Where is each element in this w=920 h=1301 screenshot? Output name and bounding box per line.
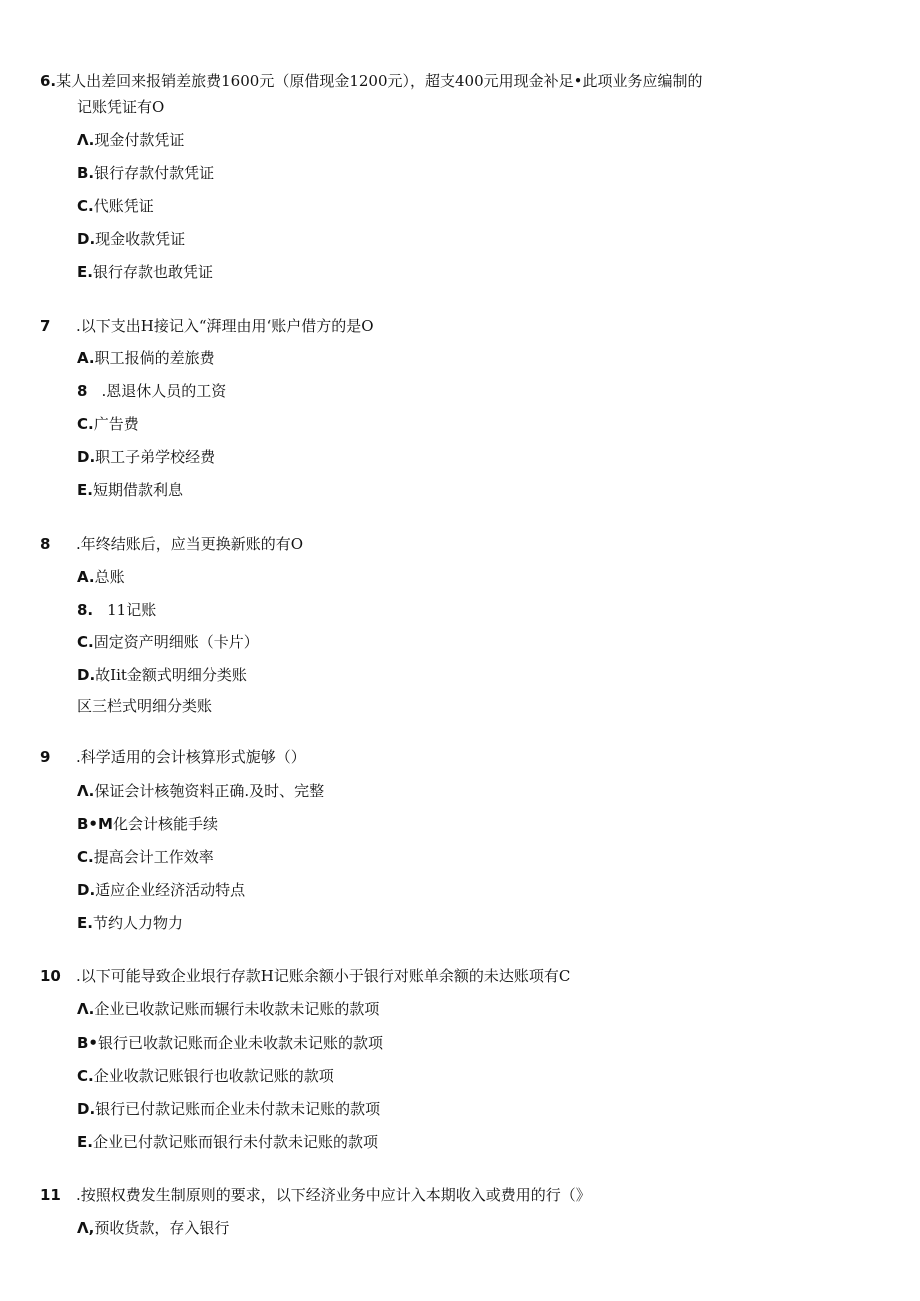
question-number: 10	[40, 967, 61, 985]
option-b: 8 .恩退休人员的工资	[77, 382, 227, 400]
question-number: 7	[40, 317, 51, 335]
option-d: D.银行已付款记账而企业未付款未记账的款项	[77, 1100, 381, 1118]
option-b: 8. 11记账	[77, 601, 157, 619]
option-d: D.职工子弟学校经费	[77, 448, 216, 466]
question-11-stem	[40, 1185, 591, 1205]
option-b: B•M化会计核能手续	[77, 815, 218, 833]
question-text: .年终结账后，应当更换新账的有O	[76, 535, 304, 553]
question-6-stem-continued: 记账凭证有O	[77, 98, 165, 116]
option-a: Λ,预收货款，存入银行	[77, 1219, 230, 1237]
option-a: A.职工报倘的差旅费	[77, 349, 215, 367]
question-text: .以下支出H接记入“湃理由用‘账户借方的是O	[76, 317, 374, 335]
option-b: B•银行已收款记账而企业未收款未记账的款项	[77, 1034, 384, 1052]
option-b: B.银行存款付款凭证	[77, 164, 215, 182]
option-c: C.固定资产明细账（卡片）	[77, 633, 259, 651]
option-d: D.适应企业经济活动特点	[77, 881, 246, 899]
option-e: E.短期借款利息	[77, 481, 183, 499]
question-text: .科学适用的会计核算形式旎够（）	[76, 748, 306, 766]
question-9-stem	[40, 747, 306, 767]
question-text: .按照权费发生制原则的要求，以下经济业务中应计入本期收入或费用的行（》	[76, 1186, 591, 1204]
option-a: Λ.企业已收款记账而辗行未收款未记账的款项	[77, 1000, 380, 1018]
option-a: Λ.保证会计核匏资料正确.及时、完整	[77, 782, 325, 800]
question-text: .以下可能导致企业垠行存款H记账余额小于银行对账单余额的未达账项有C	[76, 967, 571, 985]
option-c: C.企业收款记账银行也收款记账的款项	[77, 1067, 334, 1085]
option-a: A.总账	[77, 568, 125, 586]
option-c: C.提高会计工作效率	[77, 848, 214, 866]
option-a: Λ.现金付款凭证	[77, 131, 185, 149]
question-number: 9	[40, 748, 51, 766]
question-number: 6.	[40, 72, 57, 90]
question-10-stem	[40, 966, 570, 986]
option-e: E.企业已付款记账而银行未付款未记账的款项	[77, 1133, 378, 1151]
option-c: C.广告费	[77, 415, 139, 433]
question-text: 某人出差回来报销差旅费1600元（原借现金1200元），超支400元用现金补足•此项业务应编制的	[56, 72, 703, 90]
question-8-stem	[40, 534, 303, 554]
question-6-stem	[40, 71, 702, 91]
question-7-stem	[40, 316, 374, 336]
option-e: E.银行存款也敢凭证	[77, 263, 213, 281]
option-c: C.代账凭证	[77, 197, 154, 215]
question-number: 11	[40, 1186, 61, 1204]
option-e: E.节约人力物力	[77, 914, 183, 932]
option-d: D.现金收款凭证	[77, 230, 186, 248]
option-e: 区三栏式明细分类账	[77, 697, 213, 715]
option-d: D.故Iit金额式明细分类账	[77, 666, 247, 684]
question-number: 8	[40, 535, 51, 553]
